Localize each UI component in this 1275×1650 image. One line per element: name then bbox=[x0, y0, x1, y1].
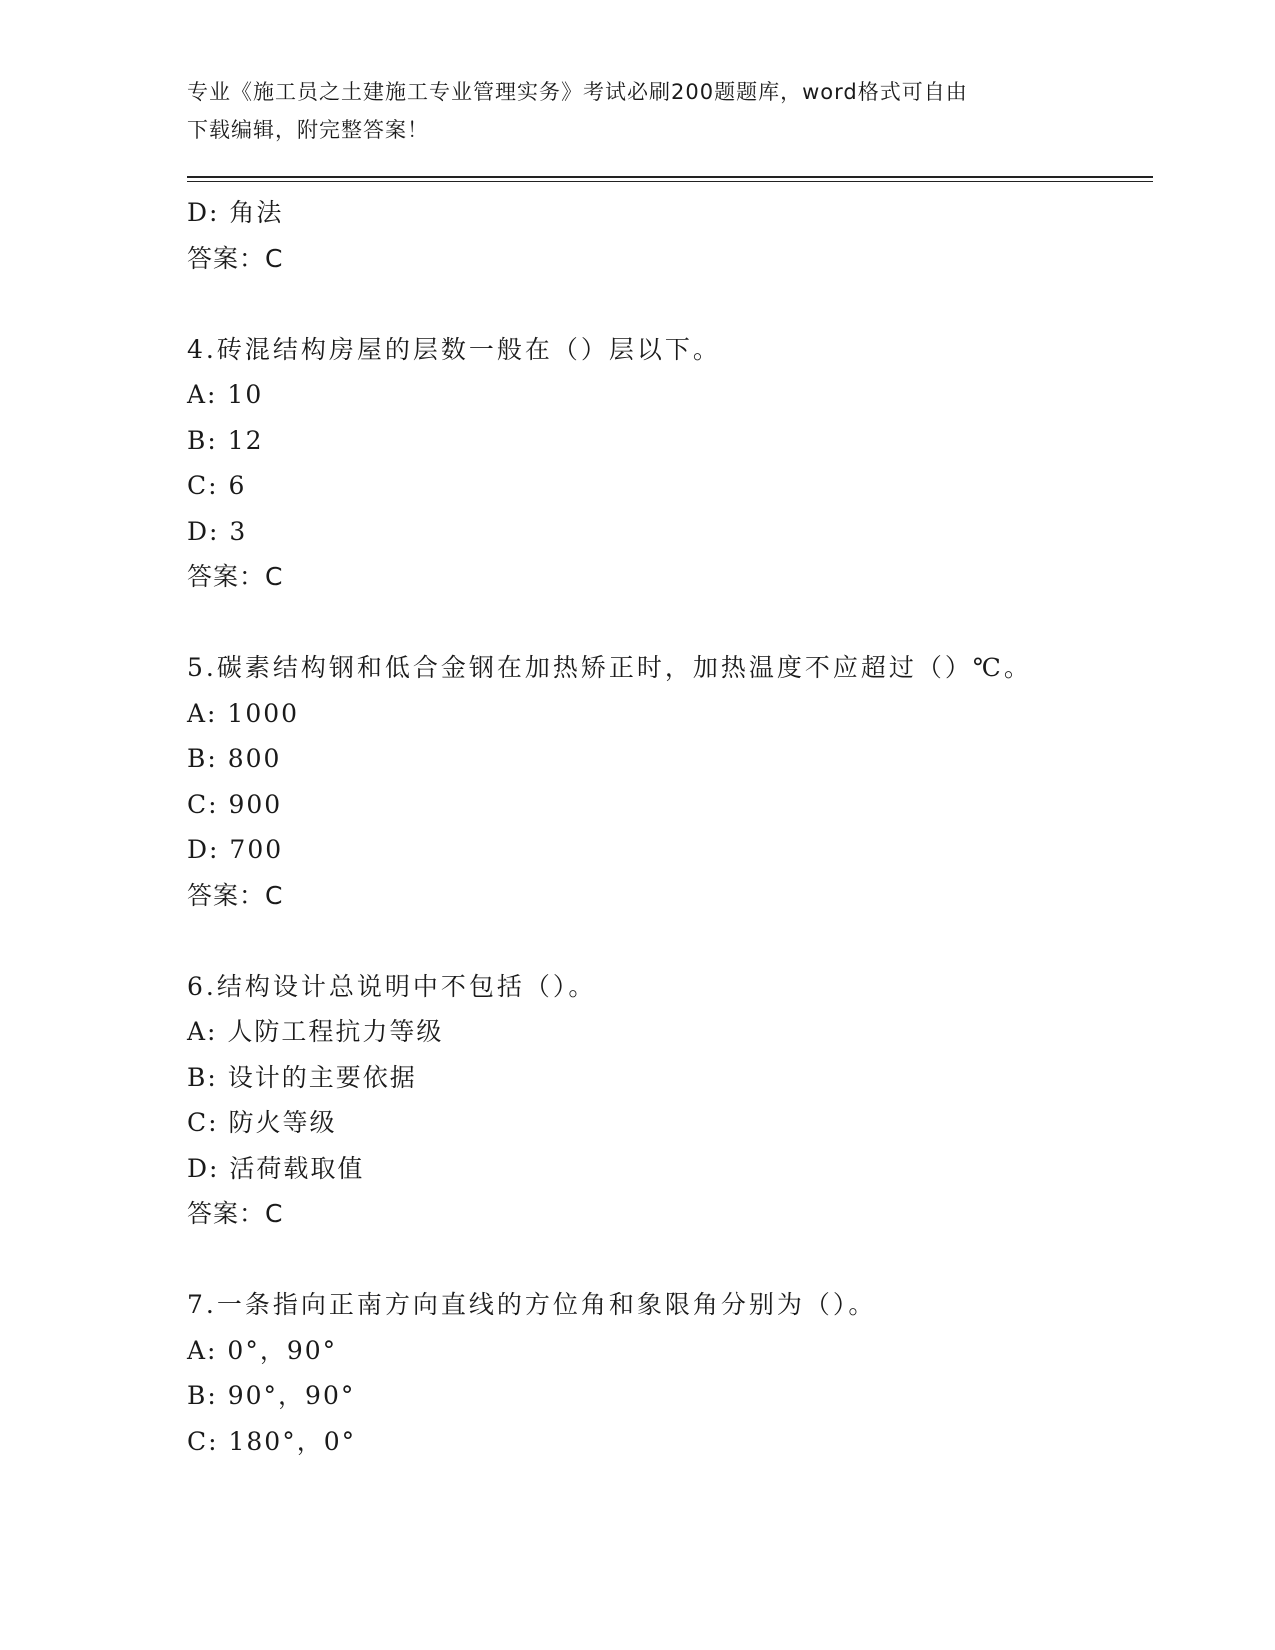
document-header bbox=[187, 73, 1067, 149]
option-d: D: 700 bbox=[187, 835, 284, 864]
header-title-line-1: 专业《施工员之土建施工专业管理实务》考试必刷200题题库，word格式可自由 bbox=[187, 80, 968, 104]
answer-line: 答案：C bbox=[187, 562, 284, 591]
answer-line: 答案：C bbox=[187, 880, 284, 910]
question-stem: 5.碳素结构钢和低合金钢在加热矫正时，加热温度不应超过（）℃。 bbox=[187, 653, 1032, 682]
header-title-line-2: 下载编辑，附完整答案！ bbox=[187, 118, 429, 142]
spacer bbox=[187, 1237, 1147, 1283]
spacer bbox=[187, 281, 1147, 327]
question-5 bbox=[187, 645, 1147, 918]
header-divider-thick bbox=[187, 176, 1153, 178]
option-d: D: 3 bbox=[187, 516, 248, 546]
spacer bbox=[187, 600, 1147, 646]
question-stem: 7.一条指向正南方向直线的方位角和象限角分别为（）。 bbox=[187, 1290, 877, 1319]
header-divider-thin bbox=[187, 181, 1153, 182]
question-stem: 6.结构设计总说明中不包括（）。 bbox=[187, 971, 597, 1001]
question-list bbox=[187, 190, 1147, 1464]
answer-line: 答案：C bbox=[187, 243, 284, 273]
option-a: A: 人防工程抗力等级 bbox=[187, 1017, 444, 1046]
option-b: B: 12 bbox=[187, 425, 264, 455]
option-a: A: 10 bbox=[187, 380, 264, 409]
spacer bbox=[187, 918, 1147, 964]
question-7 bbox=[187, 1282, 1147, 1464]
question-4 bbox=[187, 327, 1147, 600]
option-b: B: 设计的主要依据 bbox=[187, 1062, 417, 1092]
option-c: C: 6 bbox=[187, 471, 247, 500]
option-a: A: 1000 bbox=[187, 698, 300, 728]
option-c: C: 防火等级 bbox=[187, 1108, 337, 1137]
option-b: B: 90°，90° bbox=[187, 1381, 356, 1410]
question-6 bbox=[187, 964, 1147, 1237]
option-a: A: 0°，90° bbox=[187, 1335, 338, 1365]
question-stem: 4.砖混结构房屋的层数一般在（）层以下。 bbox=[187, 334, 721, 364]
option-d: D: 角法 bbox=[187, 198, 284, 227]
option-c: C: 180°，0° bbox=[187, 1426, 357, 1456]
option-b: B: 800 bbox=[187, 744, 282, 773]
answer-line: 答案：C bbox=[187, 1199, 284, 1228]
option-d: D: 活荷载取值 bbox=[187, 1153, 365, 1183]
question-3-fragment bbox=[187, 190, 1147, 281]
option-c: C: 900 bbox=[187, 789, 283, 819]
